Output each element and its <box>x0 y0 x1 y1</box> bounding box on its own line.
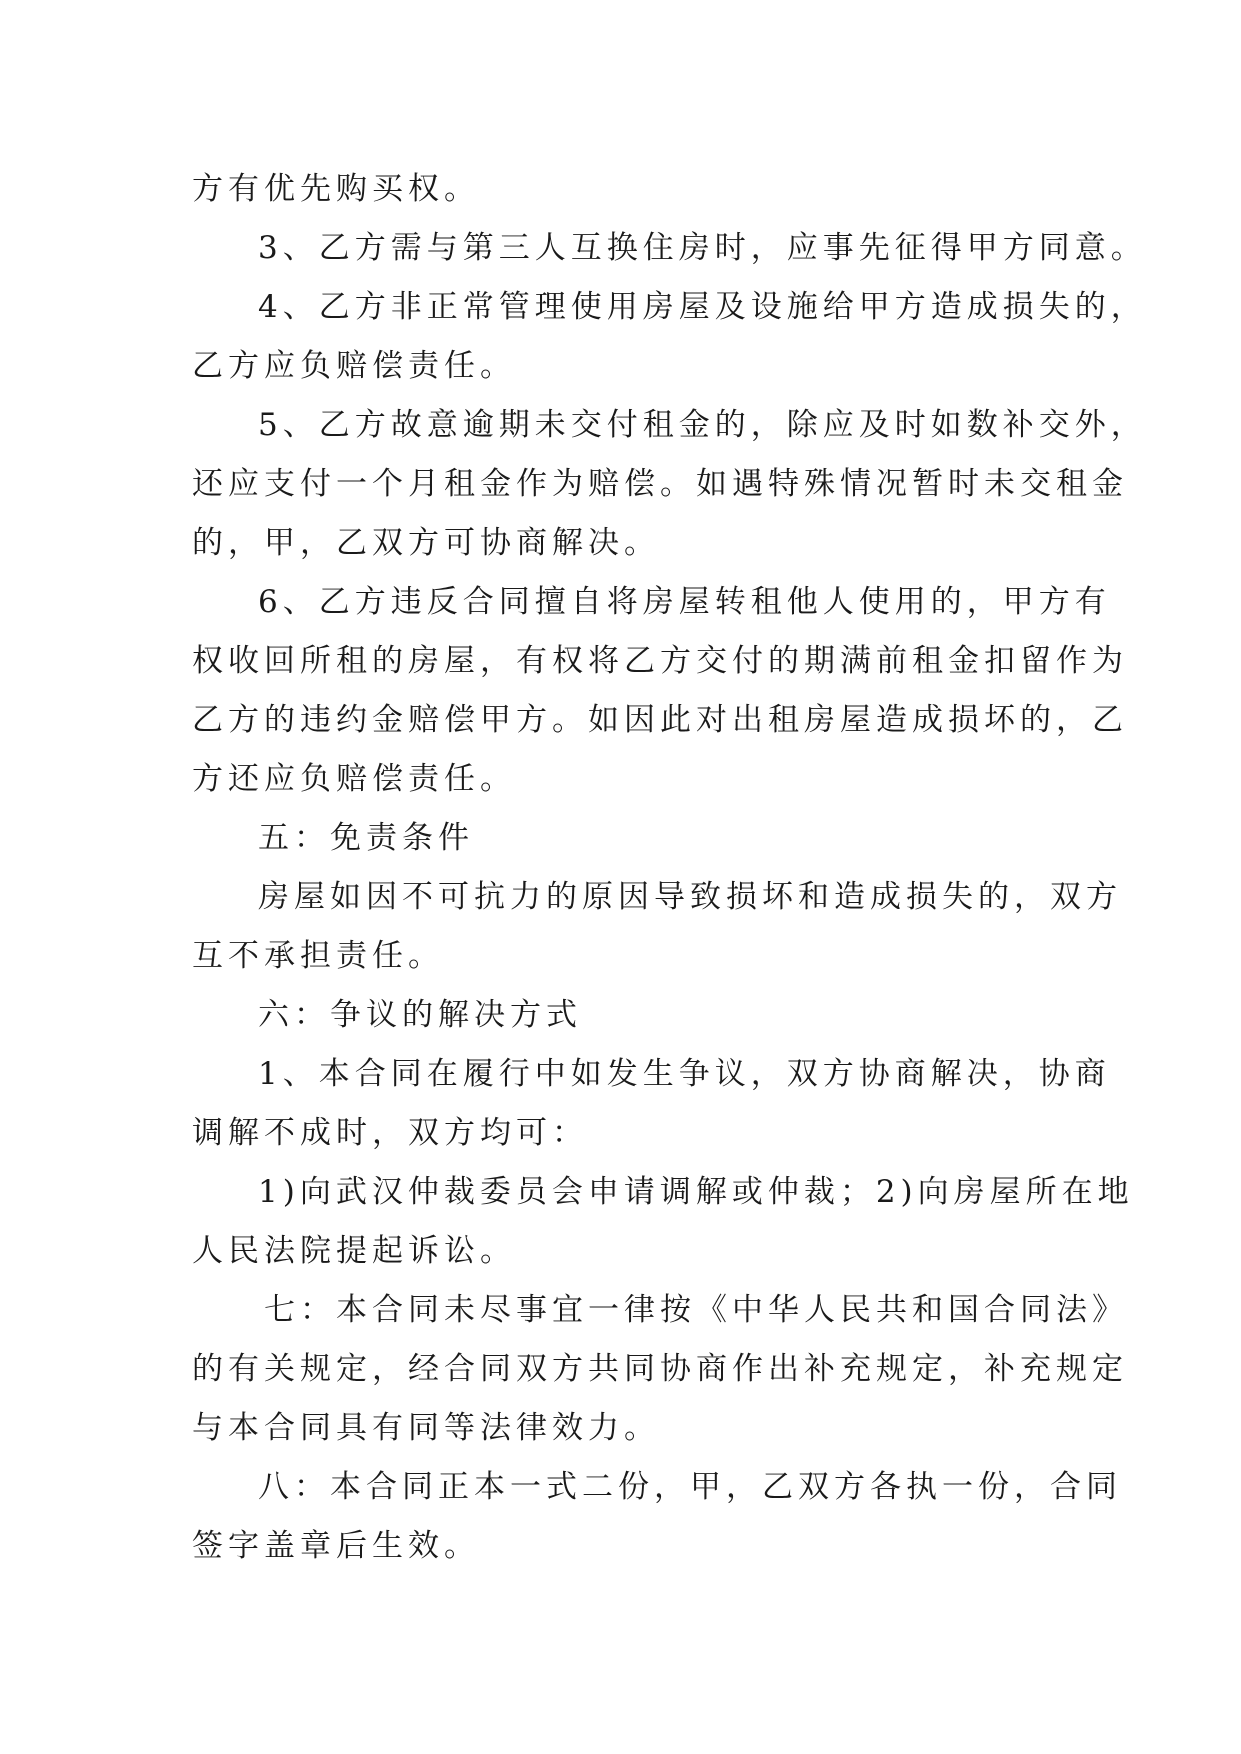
section-heading: 五：免责条件 <box>258 820 474 856</box>
paragraph-line: 签字盖章后生效。 <box>192 1528 480 1564</box>
paragraph-line: 6、乙方违反合同擅自将房屋转租他人使用的，甲方有 <box>258 584 1111 620</box>
paragraph-line: 4、乙方非正常管理使用房屋及设施给甲方造成损失的， <box>258 289 1147 325</box>
paragraph-line: 与本合同具有同等法律效力。 <box>192 1410 660 1446</box>
paragraph-line: 调解不成时，双方均可： <box>192 1115 588 1151</box>
paragraph-line: 的有关规定，经合同双方共同协商作出补充规定，补充规定 <box>192 1351 1128 1387</box>
paragraph-line: 人民法院提起诉讼。 <box>192 1233 516 1269</box>
paragraph-line: 乙方的违约金赔偿甲方。如因此对出租房屋造成损坏的，乙 <box>192 702 1128 738</box>
section-heading: 八：本合同正本一式二份，甲，乙双方各执一份，合同 <box>258 1469 1122 1505</box>
paragraph-line: 房屋如因不可抗力的原因导致损坏和造成损失的，双方 <box>258 879 1122 915</box>
paragraph-line: 3、乙方需与第三人互换住房时，应事先征得甲方同意。 <box>258 230 1147 266</box>
paragraph-line: 1)向武汉仲裁委员会申请调解或仲裁；2)向房屋所在地 <box>258 1174 1134 1210</box>
document-body <box>192 160 1147 1576</box>
section-heading: 六：争议的解决方式 <box>258 997 582 1033</box>
paragraph-line: 乙方应负赔偿责任。 <box>192 348 516 384</box>
paragraph-line: 方还应负赔偿责任。 <box>192 761 516 797</box>
paragraph-line: 还应支付一个月租金作为赔偿。如遇特殊情况暂时未交租金 <box>192 466 1128 502</box>
paragraph-line: 1、本合同在履行中如发生争议，双方协商解决，协商 <box>258 1056 1111 1092</box>
paragraph-line: 的，甲，乙双方可协商解决。 <box>192 525 660 561</box>
paragraph-line: 互不承担责任。 <box>192 938 444 974</box>
paragraph-line: 权收回所租的房屋，有权将乙方交付的期满前租金扣留作为 <box>192 643 1128 679</box>
paragraph-line: 方有优先购买权。 <box>192 171 480 207</box>
paragraph-line: 5、乙方故意逾期未交付租金的，除应及时如数补交外， <box>258 407 1147 443</box>
section-heading: 七：本合同未尽事宜一律按《中华人民共和国合同法》 <box>264 1292 1128 1328</box>
